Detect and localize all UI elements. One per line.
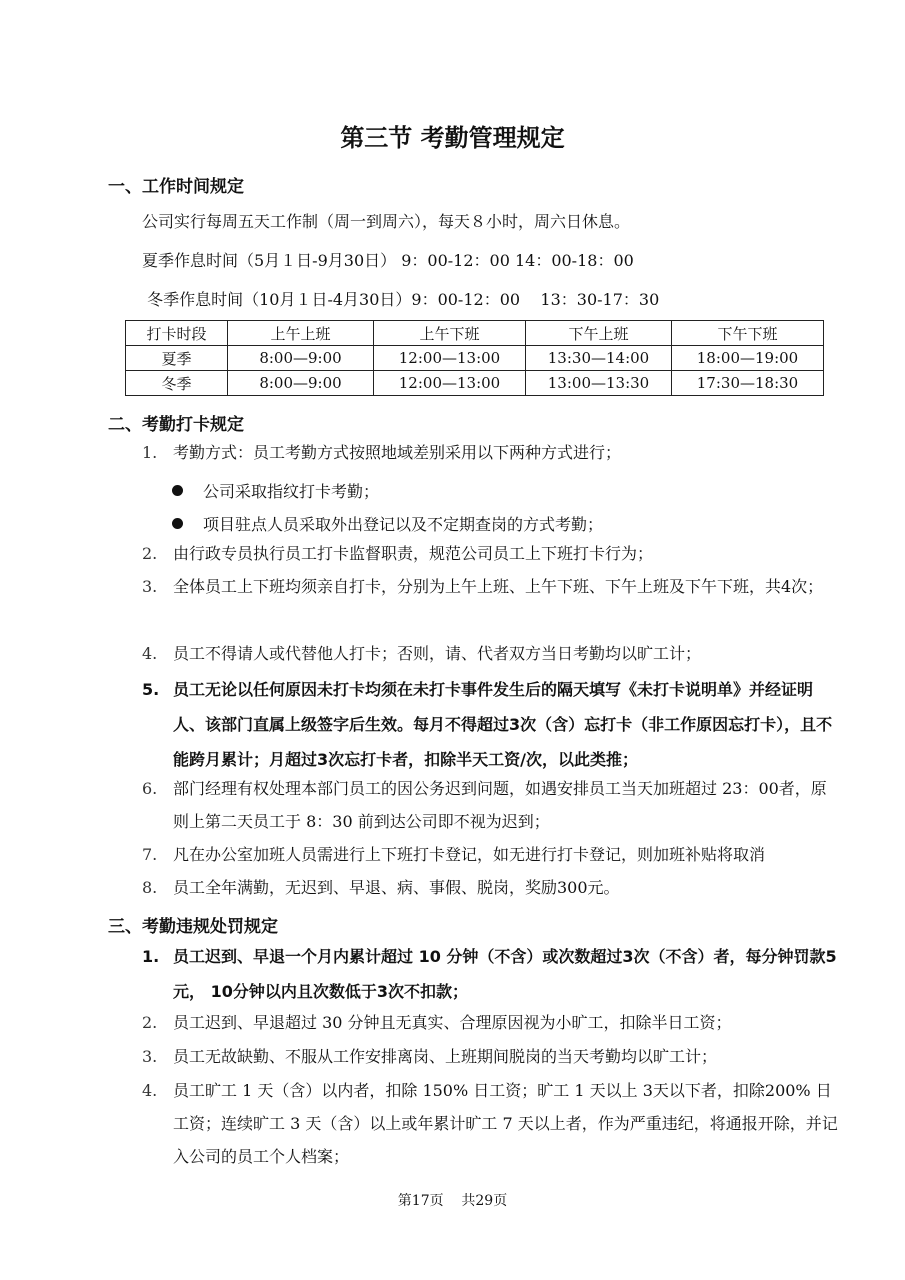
list-number: 1. [142, 947, 160, 966]
section-heading-penalties: 三、考勤违规处罚规定 [108, 917, 278, 937]
list-number: 4. [142, 1081, 158, 1100]
bullet-dot-icon [172, 485, 183, 496]
list-number: 2. [142, 544, 158, 563]
winter-hours-text: 冬季作息时间（10月１日-4月30日）9：00-12：00 13：30-17：30 [142, 290, 660, 309]
section-heading-punch-rules: 二、考勤打卡规定 [108, 415, 244, 435]
page-title: 第三节 考勤管理规定 [340, 124, 565, 152]
table-header-cell: 上午上班 [228, 321, 374, 346]
list-text: 员工全年满勤，无迟到、早退、病、事假、脱岗，奖励300元。 [173, 878, 620, 897]
list-text: 部门经理有权处理本部门员工的因公务迟到问题，如遇安排员工当天加班超过 23：00者，原则上第二天员工于 8：30 前到达公司即不视为迟到； [173, 779, 827, 831]
table-cell: 13:30—14:00 [526, 346, 672, 371]
list-number: 2. [142, 1013, 158, 1032]
list-text: 由行政专员执行员工打卡监督职责，规范公司员工上下班打卡行为； [173, 544, 654, 563]
table-header-cell: 下午下班 [672, 321, 824, 346]
list-text: 凡在办公室加班人员需进行上下班打卡登记，如无进行打卡登记，则加班补贴将取消 [173, 845, 766, 864]
list-text: 全体员工上下班均须亲自打卡，分别为上午上班、上午下班、下午上班及下午下班，共4次； [173, 577, 824, 596]
table-cell: 18:00—19:00 [672, 346, 824, 371]
list-number: 7. [142, 845, 158, 864]
bullet-item [172, 512, 603, 535]
table-header-cell: 下午上班 [526, 321, 672, 346]
list-number: 3. [142, 577, 158, 596]
table-header-row [126, 321, 824, 346]
table-cell: 8:00—9:00 [228, 346, 374, 371]
bullet-text: 项目驻点人员采取外出登记以及不定期查岗的方式考勤； [203, 515, 604, 534]
summer-hours-text: 夏季作息时间（5月１日-9月30日） 9：00-12：00 14：00-18：00 [142, 251, 634, 270]
list-text: 员工迟到、早退一个月内累计超过 10 分钟（不含）或次数超过3次（不含）者，每分钟罚款5元， 10分钟以内且次数低于3次不扣款； [173, 947, 837, 1001]
table-cell: 冬季 [126, 371, 228, 396]
table-row [126, 371, 824, 396]
table-cell: 13:00—13:30 [526, 371, 672, 396]
bullet-text: 公司采取指纹打卡考勤； [203, 482, 380, 501]
list-number: 6. [142, 779, 158, 798]
list-number: 3. [142, 1047, 158, 1066]
list-text: 考勤方式：员工考勤方式按照地域差别采用以下两种方式进行； [173, 443, 622, 462]
list-number: 4. [142, 644, 158, 663]
table-header-cell: 打卡时段 [126, 321, 228, 346]
work-week-text: 公司实行每周五天工作制（周一到周六），每天８小时，周六日休息。 [142, 212, 631, 231]
bullet-item [172, 479, 379, 502]
table-cell: 17:30—18:30 [672, 371, 824, 396]
list-text: 员工无故缺勤、不服从工作安排离岗、上班期间脱岗的当天考勤均以旷工计； [173, 1047, 718, 1066]
bullet-dot-icon [172, 518, 183, 529]
table-cell: 12:00—13:00 [374, 346, 526, 371]
list-number: 1. [142, 443, 158, 462]
list-text: 员工迟到、早退超过 30 分钟且无真实、合理原因视为小旷工，扣除半日工资； [173, 1013, 732, 1032]
section-heading-work-hours: 一、工作时间规定 [108, 177, 244, 197]
table-row [126, 346, 824, 371]
list-text: 员工不得请人或代替他人打卡；否则，请、代者双方当日考勤均以旷工计； [173, 644, 702, 663]
list-number: 5. [142, 680, 160, 699]
list-number: 8. [142, 878, 158, 897]
list-text: 员工无论以任何原因未打卡均须在未打卡事件发生后的隔天填写《未打卡说明单》并经证明人、该部门直属上级签字后生效。每月不得超过3次（含）忘打卡（非工作原因忘打卡），且不能跨月累计；月超过3次忘打卡者，扣除半天工资/次，以此类推； [173, 680, 833, 769]
page-footer: 第17页 共29页 [397, 1193, 508, 1209]
table-cell: 夏季 [126, 346, 228, 371]
table-cell: 8:00—9:00 [228, 371, 374, 396]
list-text: 员工旷工 1 天（含）以内者，扣除 150% 日工资；旷工 1 天以上 3天以下者，扣除200% 日工资；连续旷工 3 天（含）以上或年累计旷工 7 天以上者，作为严重违纪，将通报开除，并记入公司的员工个人档案； [173, 1081, 838, 1166]
punch-schedule-table [125, 320, 824, 396]
table-header-cell: 上午下班 [374, 321, 526, 346]
table-cell: 12:00—13:00 [374, 371, 526, 396]
